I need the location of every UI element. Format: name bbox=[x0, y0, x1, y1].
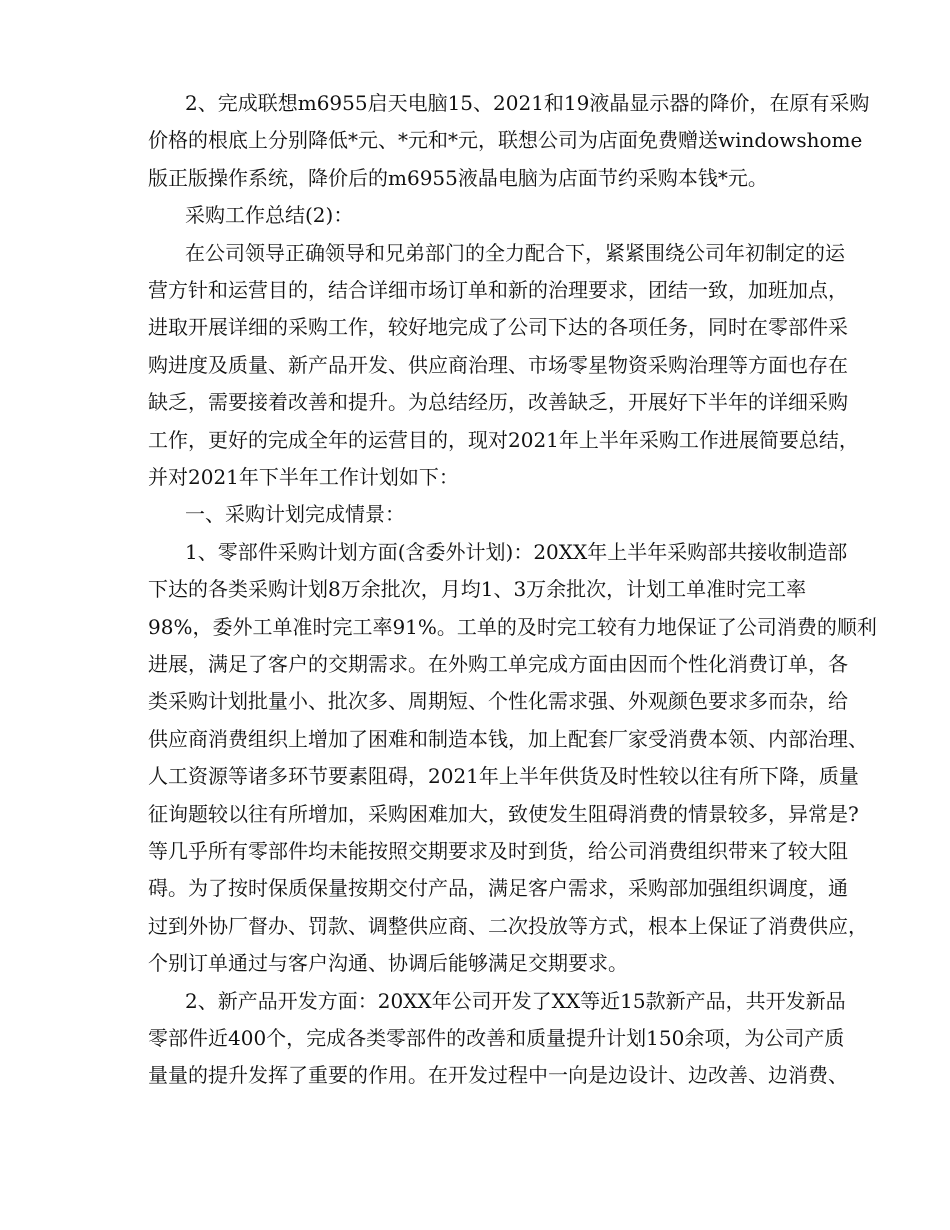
text-line: 并对2021年下半年工作计划如下： bbox=[148, 465, 459, 489]
text-line: 营方针和运营目的，结合详细市场订单和新的治理要求，团结一致，加班加点， bbox=[148, 278, 848, 302]
text-line: 工作，更好的完成全年的运营目的，现对2021年上半年采购工作进展简要总结， bbox=[148, 427, 859, 452]
text-line: 供应商消费组织上增加了困难和制造本钱，加上配套厂家受消费本领、内部治理、 bbox=[148, 726, 868, 751]
text-line: 类采购计划批量小、批次多、周期短、个性化需求强、外观颜色要求多而杂，给 bbox=[148, 689, 848, 714]
text-line: 1、零部件采购计划方面(含委外计划)：20XX年上半年采购部共接收制造部 bbox=[185, 539, 848, 564]
text-line: 采购工作总结(2)： bbox=[185, 203, 354, 228]
text-line: 等几乎所有零部件均未能按照交期要求及时到货，给公司消费组织带来了较大阻 bbox=[148, 839, 848, 863]
text-line: 下达的各类采购计划8万余批次，月均1、3万余批次，计划工单准时完工率 bbox=[148, 577, 807, 602]
text-line: 碍。为了按时保质保量按期交付产品，满足客户需求，采购部加强组织调度，通 bbox=[148, 876, 848, 901]
text-line: 征询题较以往有所增加，采购困难加大，致使发生阻碍消费的情景较多，异常是? bbox=[148, 801, 859, 826]
text-line: 一、采购计划完成情景： bbox=[185, 502, 405, 527]
text-line: 购进度及质量、新产品开发、供应商治理、市场零星物资采购治理等方面也存在 bbox=[148, 352, 848, 377]
text-line: 缺乏，需要接着改善和提升。为总结经历，改善缺乏，开展好下半年的详细采购 bbox=[148, 390, 848, 415]
text-line: 98%，委外工单准时完工率91%。工单的及时完工较有力地保证了公司消费的顺利 bbox=[148, 614, 877, 639]
text-line: 量量的提升发挥了重要的作用。在开发过程中一向是边设计、边改善、边消费、 bbox=[148, 1063, 848, 1088]
text-line: 个别订单通过与客户沟通、协调后能够满足交期要求。 bbox=[148, 951, 628, 976]
text-line: 过到外协厂督办、罚款、调整供应商、二次投放等方式，根本上保证了消费供应， bbox=[148, 913, 868, 938]
text-line: 价格的根底上分别降低*元、*元和*元，联想公司为店面免费赠送windowshome bbox=[148, 128, 863, 153]
text-line: 在公司领导正确领导和兄弟部门的全力配合下，紧紧围绕公司年初制定的运 bbox=[185, 240, 845, 265]
text-line: 人工资源等诸多环节要素阻碍，2021年上半年供货及时性较以往有所下降，质量 bbox=[148, 764, 859, 789]
text-line: 零部件近400个，完成各类零部件的改善和质量提升计划150余项，为公司产质 bbox=[148, 1026, 845, 1050]
text-line: 2、新产品开发方面：20XX年公司开发了XX等近15款新产品，共开发新品 bbox=[185, 988, 846, 1013]
text-line: 进展，满足了客户的交期需求。在外购工单完成方面由因而个性化消费订单，各 bbox=[148, 652, 848, 676]
text-line: 版正版操作系统，降价后的m6955液晶电脑为店面节约采购本钱*元。 bbox=[148, 165, 768, 190]
text-line: 进取开展详细的采购工作，较好地完成了公司下达的各项任务，同时在零部件采 bbox=[148, 315, 848, 340]
text-line: 2、完成联想m6955启天电脑15、2021和19液晶显示器的降价，在原有采购 bbox=[185, 91, 870, 115]
